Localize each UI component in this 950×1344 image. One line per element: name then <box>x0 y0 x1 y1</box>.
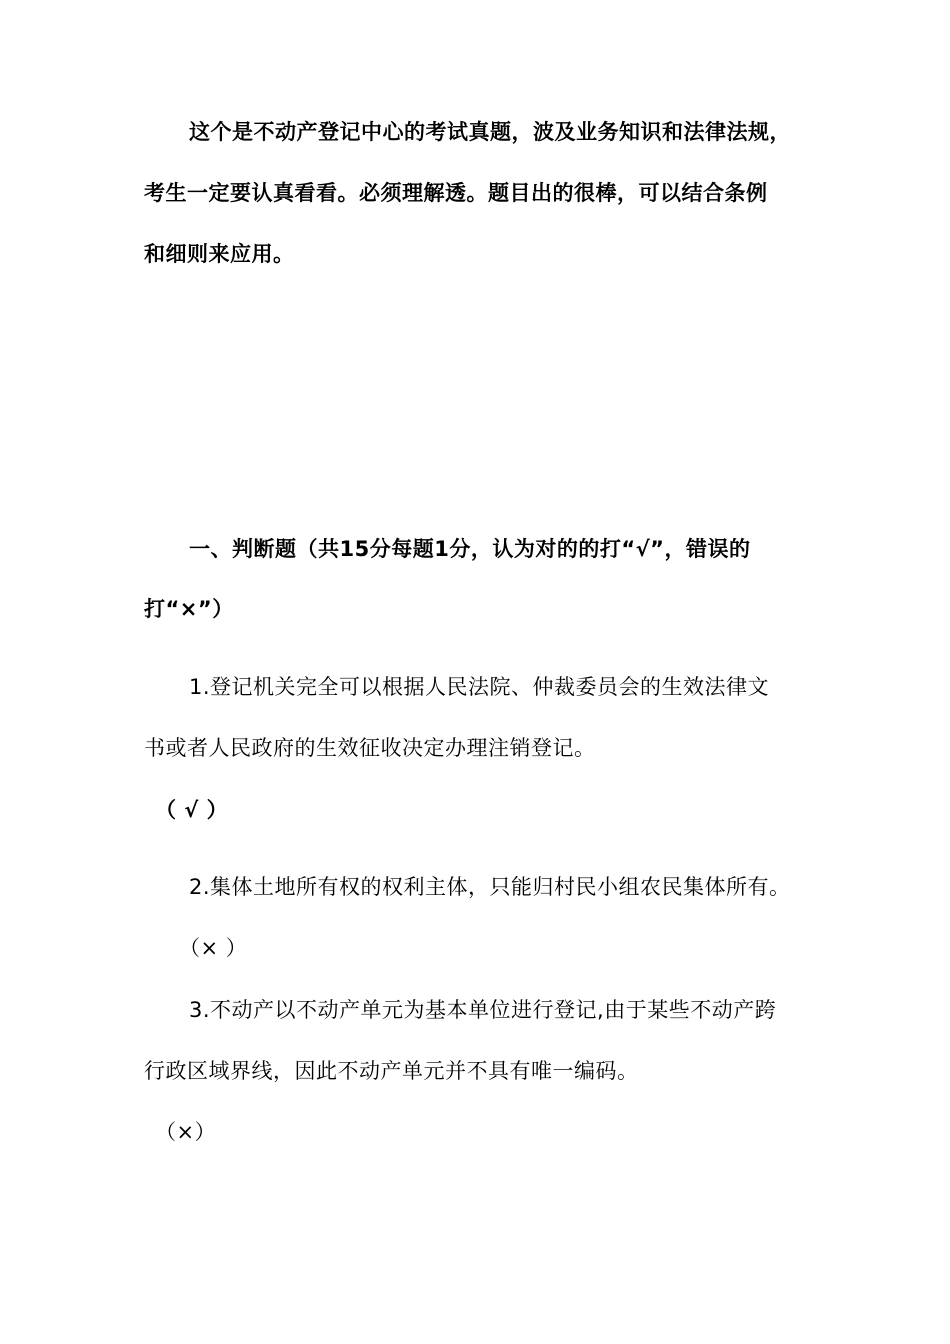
question-3-answer: （×） <box>155 1120 217 1144</box>
section-heading-line-1: 一、判断题（共15分每题1分，认为对的的打“√”，错误的 <box>189 537 751 561</box>
intro-line-3: 和细则来应用。 <box>144 242 295 266</box>
question-2-answer: （× ） <box>179 936 248 960</box>
question-1-answer: （ √ ） <box>155 798 229 822</box>
intro-line-2: 考生一定要认真看看。必须理解透。题目出的很棒，可以结合条例 <box>144 181 768 205</box>
intro-line-1: 这个是不动产登记中心的考试真题，波及业务知识和法律法规， <box>189 120 791 144</box>
section-heading-line-2: 打“×”） <box>144 597 234 621</box>
question-2-line-1: 2.集体土地所有权的权利主体，只能归村民小组农民集体所有。 <box>189 875 791 899</box>
question-1-line-1: 1.登记机关完全可以根据人民法院、仲裁委员会的生效法律文 <box>189 675 770 699</box>
question-1-line-2: 书或者人民政府的生效征收决定办理注销登记。 <box>144 736 596 760</box>
question-3-line-1: 3.不动产以不动产单元为基本单位进行登记,由于某些不动产跨 <box>189 998 777 1022</box>
question-3-line-2: 行政区域界线，因此不动产单元并不具有唯一编码。 <box>144 1059 639 1083</box>
